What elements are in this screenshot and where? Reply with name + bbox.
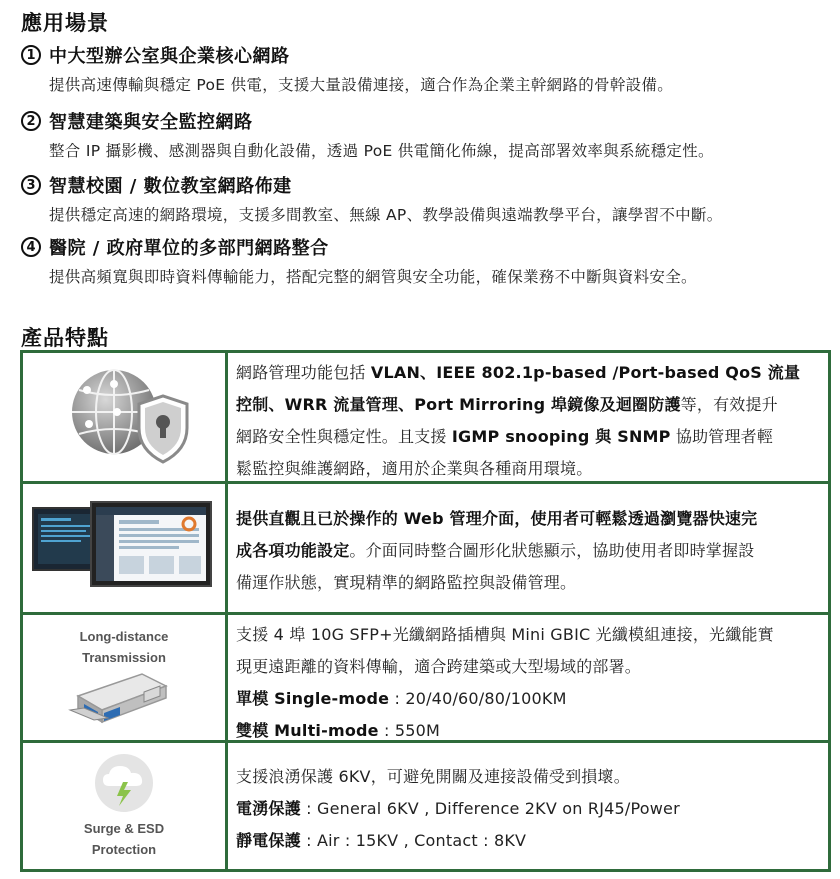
- application-title: 智慧建築與安全監控網路: [49, 112, 253, 133]
- feature-text: 網路管理功能包括: [236, 363, 371, 382]
- label-line: Transmission: [82, 649, 166, 665]
- column-divider: [225, 353, 228, 869]
- feature-text: : 20/40/60/80/100KM: [389, 689, 567, 708]
- feature-text: : General 6KV , Difference 2KV on RJ45/Power: [300, 799, 680, 818]
- feature-highlight: 單模 Single-mode: [236, 689, 390, 708]
- feature-text: 現更遠距離的資料傳輸，適合跨建築或大型場域的部署。: [236, 657, 642, 676]
- feature-highlight: VLAN、IEEE 802.1p-based /Port-based QoS 流量: [370, 363, 801, 382]
- label-line: Surge & ESD: [83, 821, 165, 836]
- feature-text: : Air : 15KV , Contact : 8KV: [300, 831, 527, 850]
- feature-text-management: [236, 357, 824, 485]
- label-line: Long-distance: [79, 628, 169, 644]
- application-title: 醫院 / 政府單位的多部門網路整合: [49, 238, 329, 259]
- circled-number: 2: [21, 111, 41, 131]
- feature-highlight: 控制、WRR 流量管理、Port Mirroring 埠鏡像及迴圈防護: [236, 395, 681, 414]
- feature-text: 鬆監控與維護網路，適用於企業與各種商用環境。: [236, 459, 593, 478]
- features-heading: 產品特點: [21, 326, 109, 350]
- feature-highlight: 靜電保護: [236, 831, 301, 850]
- application-title: 智慧校園 / 數位教室網路佈建: [49, 176, 292, 197]
- feature-text: 網路安全性與穩定性。且支援: [236, 427, 452, 446]
- feature-text: 。介面同時整合圖形化狀態顯示，協助使用者即時掌握設: [349, 541, 755, 560]
- feature-text: 支援 4 埠 10G SFP+光纖網路插槽與 Mini GBIC 光纖模組連接，光纖能實: [236, 625, 774, 644]
- application-item: [21, 40, 831, 95]
- circled-number: 3: [21, 175, 41, 195]
- application-item: [21, 106, 831, 161]
- label-line: Protection: [91, 842, 157, 857]
- sfp-module-icon: [64, 668, 184, 730]
- application-title: 中大型辦公室與企業核心網路: [49, 46, 290, 67]
- feature-text: : 550M: [378, 721, 441, 740]
- lightning-cloud-icon: [89, 752, 159, 814]
- feature-highlight: 雙模 Multi-mode: [236, 721, 379, 740]
- monitor-screens-icon: [29, 498, 219, 598]
- feature-text-web: [236, 503, 824, 599]
- security-image-cell: [23, 353, 225, 481]
- cell-label: [80, 626, 169, 668]
- feature-text: 支援浪湧保護 6KV，可避免開關及連接設備受到損壞。: [236, 767, 630, 786]
- feature-highlight: IGMP snooping 與 SNMP: [451, 427, 671, 446]
- cell-label: [84, 818, 164, 860]
- circled-number: 4: [21, 237, 41, 257]
- application-desc: 整合 IP 攝影機、感測器與自動化設備，透過 PoE 供電簡化佈線，提高部署效率與系統穩定性。: [49, 142, 714, 160]
- application-item: [21, 170, 831, 225]
- feature-highlight: 電湧保護: [236, 799, 301, 818]
- sfp-image-cell: [23, 615, 225, 740]
- features-table: [20, 350, 831, 872]
- web-ui-image-cell: [23, 484, 225, 612]
- feature-text-surge: [236, 761, 824, 857]
- feature-text-sfp: [236, 619, 824, 747]
- application-desc: 提供高速傳輸與穩定 PoE 供電，支援大量設備連接，適合作為企業主幹網路的骨幹設備。: [49, 76, 674, 94]
- feature-highlight: 成各項功能設定: [236, 541, 350, 560]
- application-desc: 提供高頻寬與即時資料傳輸能力，搭配完整的網管與安全功能，確保業務不中斷與資料安全。: [49, 268, 697, 286]
- applications-heading: 應用場景: [21, 11, 109, 35]
- feature-text: 備運作狀態，實現精準的網路監控與設備管理。: [236, 573, 577, 592]
- circled-number: 1: [21, 45, 41, 65]
- feature-highlight: 提供直觀且已於操作的 Web 管理介面，使用者可輕鬆透過瀏覽器快速完: [236, 509, 758, 528]
- application-desc: 提供穩定高速的網路環境，支援多間教室、無線 AP、教學設備與遠端教學平台，讓學習不中斷。: [49, 206, 723, 224]
- feature-text: 協助管理者輕: [670, 427, 774, 446]
- globe-shield-icon: [59, 362, 189, 472]
- feature-text: 等，有效提升: [680, 395, 778, 414]
- application-item: [21, 232, 831, 287]
- surge-image-cell: [23, 743, 225, 869]
